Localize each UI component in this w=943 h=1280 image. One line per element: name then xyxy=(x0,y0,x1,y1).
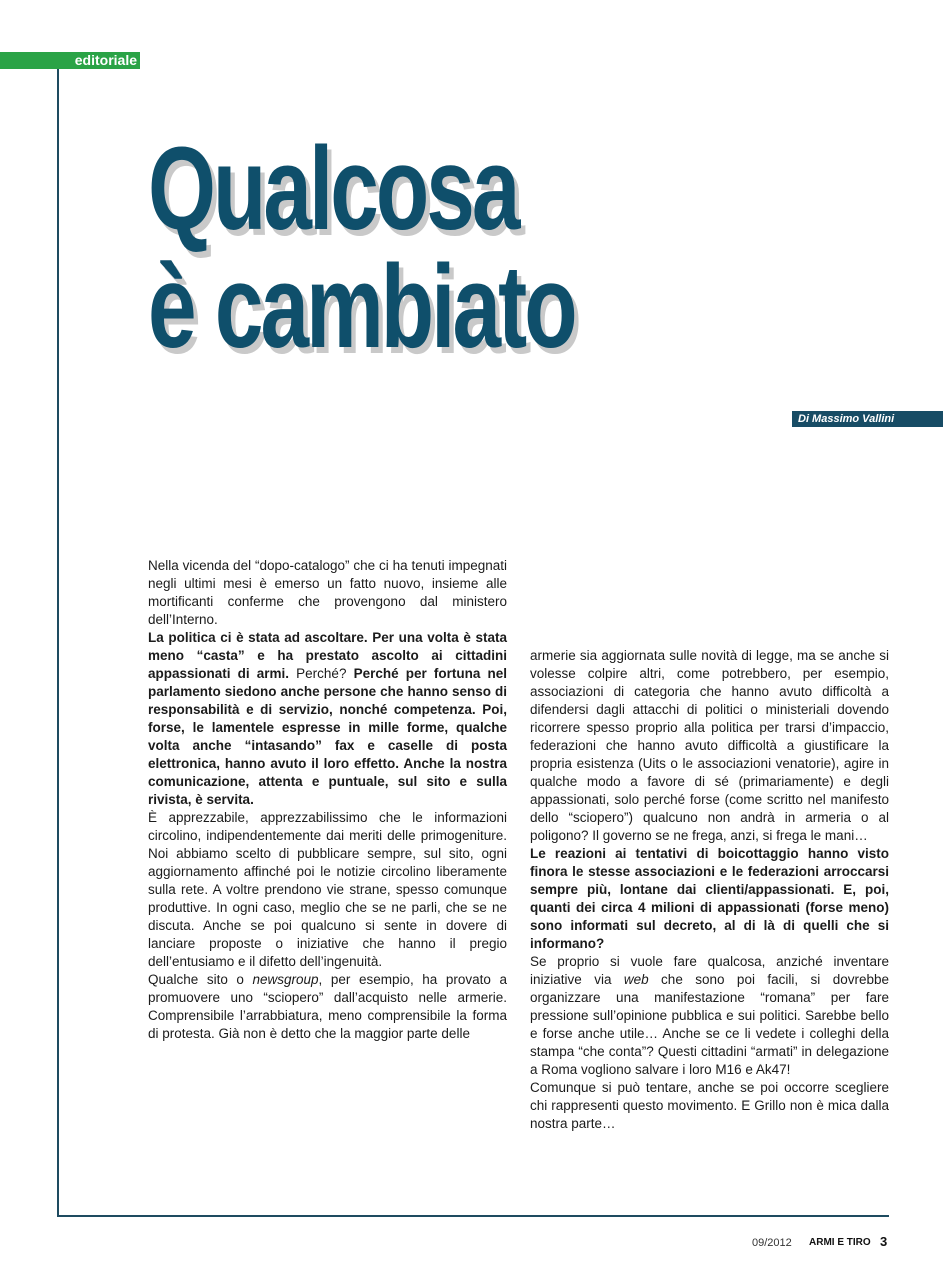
section-tab xyxy=(0,52,140,69)
italic-text: newsgroup xyxy=(252,972,319,987)
article-column-1 xyxy=(148,557,507,1043)
paragraph: È apprezzabile, apprezzabilissimo che le informazioni circolino, indipendentemente dai meriti delle primogeniture. Noi abbiamo scelto di pubblicare sempre, sul sito, ogni aggiornamento affinché poi le notizie circolino liberamente sulla rete. A voltre prendono vie strane, spesso comunque produttive. In ogni caso, meglio che se ne parli, che se ne discuta. Anche se poi qualcuno si sente in dovere di lanciare proposte o iniziative che hanno il pregio dell’entusiamo e il difetto dell’ingenuità. xyxy=(148,810,507,969)
paragraph xyxy=(148,629,507,809)
italic-text: web xyxy=(623,972,649,987)
bold-text: Le reazioni ai tentativi di boicottaggio hanno visto finora le stesse associazioni e le federazioni arroccarsi sempre più, lontane dai clienti/appassionati. E, poi, quanti dei circa 4 milioni di appassionati (forse meno) sono informati sul decreto, al di là di quelli che si informano? xyxy=(530,846,889,951)
regular-text: che sono poi facili, si dovrebbe organizzare una manifestazione “romana” per fare pressione sull’opinione pubblica e sui politici. Sarebbe bello e forse anche utile… Anche se ce li vedete i colleghi della stampa “che conta”? Questi cittadini “armati” in delegazione a Roma vogliono salvare i loro M16 e Ak47! xyxy=(530,972,889,1077)
left-rule xyxy=(57,69,59,1217)
byline xyxy=(792,411,943,427)
paragraph: Comunque si può tentare, anche se poi occorre scegliere chi rappresenti questo movimento. E Grillo non è mica dalla nostra parte… xyxy=(530,1080,889,1131)
bottom-rule xyxy=(57,1215,889,1217)
bold-text: La politica ci è stata ad ascoltare. Per una volta è stata meno “casta” e ha prestato ascolto ai cittadini appassionati di armi. xyxy=(148,630,507,681)
headline xyxy=(148,123,575,373)
bold-text: Perché per fortuna nel parlamento siedono anche persone che hanno senso di responsabilità e di servizio, nonché competenza. Poi, forse, le lamentele espresse in mille forme, qualche volta anche “intasando” fax e caselle di posta elettronica, hanno avuto il loro effetto. Anche la nostra comunicazione, attenta e puntuale, sul sito e sulla rivista, è servita. xyxy=(148,666,507,807)
regular-text: Se proprio si vuole fare qualcosa, anziché inventare iniziative via xyxy=(530,954,889,987)
page-number: 3 xyxy=(880,1234,888,1249)
paragraph: armerie sia aggiornata sulle novità di legge, ma se anche si volesse colpire altri, come potrebbero, per esempio, associazioni di categoria che hanno avuto difficoltà a difendersi dagli attacchi di politici o ministeriali dovendo ricorrere spesso proprio alla politica per trarsi d’impaccio, federazioni che hanno avuto difficoltà a giustificare la propria esistenza (Uits o le associazioni venatorie), agire in qualche modo a favore di sé (primariamente) e degli appassionati, solo perché forse (come scritto nel manifesto dello “sciopero”) qualcuno non andrà in armeria o al poligono? Il governo se ne frega, anzi, si frega le mani… xyxy=(530,648,889,843)
article-column-2 xyxy=(530,647,889,1133)
issue-date: 09/2012 xyxy=(752,1237,792,1249)
byline-text: Di Massimo Vallini xyxy=(798,413,895,425)
paragraph xyxy=(530,953,889,1079)
paragraph xyxy=(148,971,507,1043)
magazine-name: ARMI E TIRO xyxy=(809,1237,871,1248)
section-label: editoriale xyxy=(74,52,137,68)
regular-text: Perché? xyxy=(289,666,354,681)
headline-line-2: è cambiato xyxy=(148,241,575,373)
regular-text: Qualche sito o xyxy=(148,972,253,987)
paragraph: Nella vicenda del “dopo-catalogo” che ci ha tenuti impegnati negli ultimi mesi è emerso un fatto nuovo, insieme alle mortificanti conferme che provengono dal ministero dell’Interno. xyxy=(148,558,507,627)
headline-line-1: Qualcosa xyxy=(148,123,518,255)
regular-text: , per esempio, ha provato a promuovere uno “sciopero” dall’acquisto nelle armerie. Comprensibile l’arrabbiatura, meno comprensibile la forma di protesta. Già non è detto che la maggior parte delle xyxy=(148,972,507,1041)
paragraph xyxy=(530,845,889,953)
